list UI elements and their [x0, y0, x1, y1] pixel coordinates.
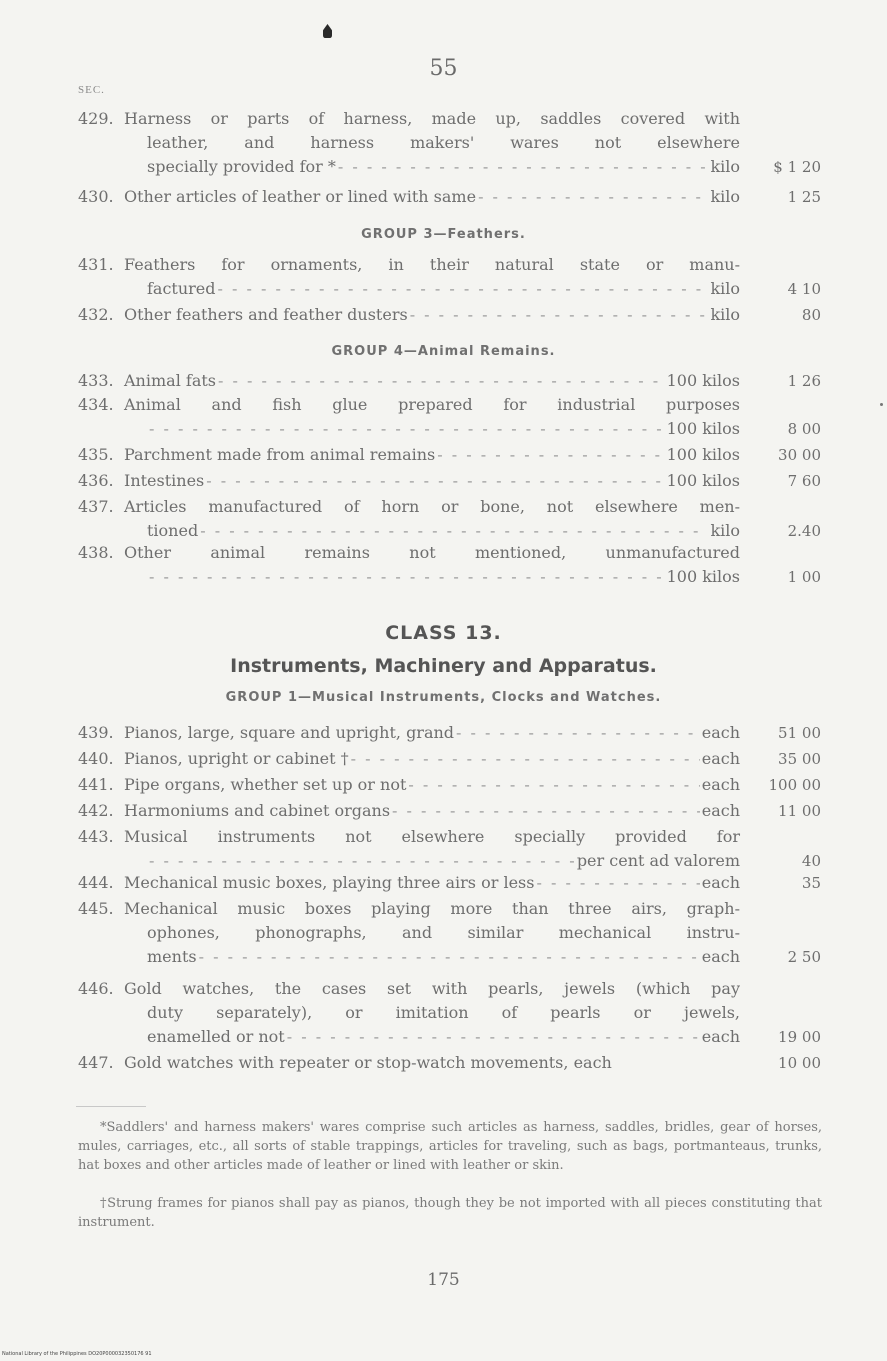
entry-last-line [147, 850, 740, 872]
duty-rate: 8 00 [787, 420, 821, 438]
entry-number: 447. [78, 1053, 114, 1072]
duty-rate: 51 00 [778, 724, 821, 742]
entry-number: 442. [78, 801, 114, 820]
entry-description: Intestines [124, 471, 205, 490]
page-number-bottom: 175 [427, 1270, 460, 1290]
page-number-top: 55 [429, 56, 458, 81]
duty-rate: 10 00 [778, 1054, 821, 1072]
entry-unit: each [701, 947, 740, 966]
pencil-mark [323, 24, 332, 38]
duty-rate: 11 00 [778, 802, 821, 820]
leader-dots [200, 520, 708, 542]
entry-number: 438. [78, 543, 114, 562]
entry-number: 443. [78, 827, 114, 846]
duty-rate: $ 1 20 [773, 158, 821, 176]
entry-last-line [124, 304, 740, 326]
leader-dots [456, 722, 700, 744]
duty-rate: 1 00 [787, 568, 821, 586]
entry-number: 432. [78, 305, 114, 324]
entry-description: Mechanical music boxes, playing three airs or less [124, 873, 535, 892]
entry-number: 435. [78, 445, 114, 464]
entry-description: ments [147, 947, 197, 966]
entry-number: 436. [78, 471, 114, 490]
entry-last-line [124, 186, 740, 208]
leader-dots [437, 444, 664, 466]
leader-dots [392, 800, 700, 822]
entry-number: 444. [78, 873, 114, 892]
entry-text-line: Articles manufactured of horn or bone, not elsewhere men- [124, 497, 740, 516]
leader-dots [199, 946, 700, 968]
entry-number: 430. [78, 187, 114, 206]
duty-rate: 2.40 [787, 522, 821, 540]
entry-description: Parchment made from animal remains [124, 445, 436, 464]
duty-rate: 40 [801, 852, 821, 870]
entry-last-line [147, 946, 740, 968]
entry-description: Other feathers and feather dusters [124, 305, 408, 324]
leader-dots [149, 850, 575, 872]
group-1-heading: GROUP 1—Musical Instruments, Clocks and Watches. [225, 690, 662, 705]
group-4-heading: GROUP 4—Animal Remains. [331, 344, 556, 359]
duty-rate: 1 26 [787, 372, 821, 390]
entry-text-line: Harness or parts of harness, made up, saddles covered with [124, 109, 740, 128]
leader-dots [351, 748, 700, 770]
class-13-subheading: Instruments, Machinery and Apparatus. [230, 655, 657, 677]
entry-number: 445. [78, 899, 114, 918]
entry-description: Gold watches with repeater or stop-watch movements, each [124, 1053, 612, 1072]
duty-rate: 35 [801, 874, 821, 892]
entry-description: Pipe organs, whether set up or not [124, 775, 407, 794]
leader-dots [478, 186, 708, 208]
entry-last-line [124, 800, 740, 822]
entry-last-line [124, 1052, 740, 1074]
duty-rate: 80 [801, 306, 821, 324]
entry-description: factured [147, 279, 216, 298]
duty-rate: 1 25 [787, 188, 821, 206]
entry-description: Animal fats [124, 371, 216, 390]
entry-last-line [147, 156, 740, 178]
footnote-saddlers: *Saddlers' and harness makers' wares comprise such articles as harness, saddles, bridles, gear of horses, mules, carriages, etc., all sorts of stable trappings, articles for traveling, such as bags, portmanteaus, trunks, hat boxes and other articles made of leather or lined with leather or skin. [78, 1120, 822, 1173]
entry-text-line: leather, and harness makers' wares not elsewhere [147, 133, 740, 152]
entry-number: 434. [78, 395, 114, 414]
entry-description: Pianos, upright or cabinet † [124, 749, 349, 768]
entry-last-line [124, 748, 740, 770]
leader-dots [408, 774, 699, 796]
entry-unit: each [701, 775, 740, 794]
entry-text-line: Mechanical music boxes playing more than three airs, graph- [124, 899, 740, 918]
entry-unit: 100 kilos [666, 471, 740, 490]
group-3-heading: GROUP 3—Feathers. [361, 227, 526, 242]
entry-number: 446. [78, 979, 114, 998]
entry-unit: kilo [710, 279, 740, 298]
entry-unit: kilo [710, 157, 740, 176]
duty-rate: 30 00 [778, 446, 821, 464]
entry-text-line: Gold watches, the cases set with pearls, jewels (which pay [124, 979, 740, 998]
entry-number: 429. [78, 109, 114, 128]
entry-unit: 100 kilos [666, 371, 740, 390]
entry-text-line: Musical instruments not elsewhere specially provided for [124, 827, 740, 846]
duty-rate: 100 00 [768, 776, 821, 794]
entry-number: 433. [78, 371, 114, 390]
entry-unit: kilo [710, 305, 740, 324]
entry-unit: per cent ad valorem [576, 851, 740, 870]
leader-dots [536, 872, 699, 894]
entry-unit: kilo [710, 187, 740, 206]
entry-unit: each [701, 723, 740, 742]
entry-text-line: duty separately), or imitation of pearls or jewels, [147, 1003, 740, 1022]
leader-dots [287, 1026, 700, 1048]
entry-last-line [124, 444, 740, 466]
duty-rate: 7 60 [787, 472, 821, 490]
ink-speck [880, 403, 883, 406]
footnote-pianos: †Strung frames for pianos shall pay as pianos, though they be not imported with all pieces constituting that instrument. [78, 1196, 822, 1230]
class-13-heading: CLASS 13. [385, 622, 502, 644]
entry-text-line: Other animal remains not mentioned, unmanufactured [124, 543, 740, 562]
entry-last-line [124, 722, 740, 744]
duty-rate: 19 00 [778, 1028, 821, 1046]
entry-number: 441. [78, 775, 114, 794]
entry-unit: each [701, 873, 740, 892]
entry-number: 431. [78, 255, 114, 274]
entry-number: 437. [78, 497, 114, 516]
footnote-rule [76, 1106, 146, 1107]
entry-description: specially provided for * [147, 157, 336, 176]
leader-dots [149, 418, 665, 440]
entry-description: tioned [147, 521, 199, 540]
duty-rate: 35 00 [778, 750, 821, 768]
entry-description: Other articles of leather or lined with same [124, 187, 477, 206]
entry-last-line [124, 774, 740, 796]
entry-last-line [147, 566, 740, 588]
leader-dots [206, 470, 664, 492]
entry-description: Pianos, large, square and upright, grand [124, 723, 455, 742]
leader-dots [410, 304, 709, 326]
duty-rate: 2 50 [787, 948, 821, 966]
entry-last-line [124, 872, 740, 894]
entry-unit: 100 kilos [666, 419, 740, 438]
entry-description: enamelled or not [147, 1027, 285, 1046]
entry-unit: kilo [710, 521, 740, 540]
entry-text-line: Animal and fish glue prepared for industrial purposes [124, 395, 740, 414]
entry-text-line: ophones, phonographs, and similar mechanical instru- [147, 923, 740, 942]
entry-last-line [147, 520, 740, 542]
entry-unit: each [701, 801, 740, 820]
entry-description: Harmoniums and cabinet organs [124, 801, 391, 820]
duty-rate: 4 10 [787, 280, 821, 298]
entry-last-line [147, 278, 740, 300]
entry-unit: each [701, 749, 740, 768]
entry-last-line [124, 470, 740, 492]
entry-number: 439. [78, 723, 114, 742]
entry-unit: 100 kilos [666, 445, 740, 464]
leader-dots [149, 566, 665, 588]
leader-dots [338, 156, 709, 178]
entry-text-line: Feathers for ornaments, in their natural state or manu- [124, 255, 740, 274]
entry-unit: each [701, 1027, 740, 1046]
source-credit: National Library of the Philippines DO20P000032350176 91 [2, 1351, 152, 1357]
entry-last-line [124, 370, 740, 392]
sec-label: SEC. [78, 84, 105, 96]
entry-number: 440. [78, 749, 114, 768]
leader-dots [218, 370, 665, 392]
entry-unit: 100 kilos [666, 567, 740, 586]
entry-last-line [147, 1026, 740, 1048]
leader-dots [218, 278, 709, 300]
entry-last-line [147, 418, 740, 440]
